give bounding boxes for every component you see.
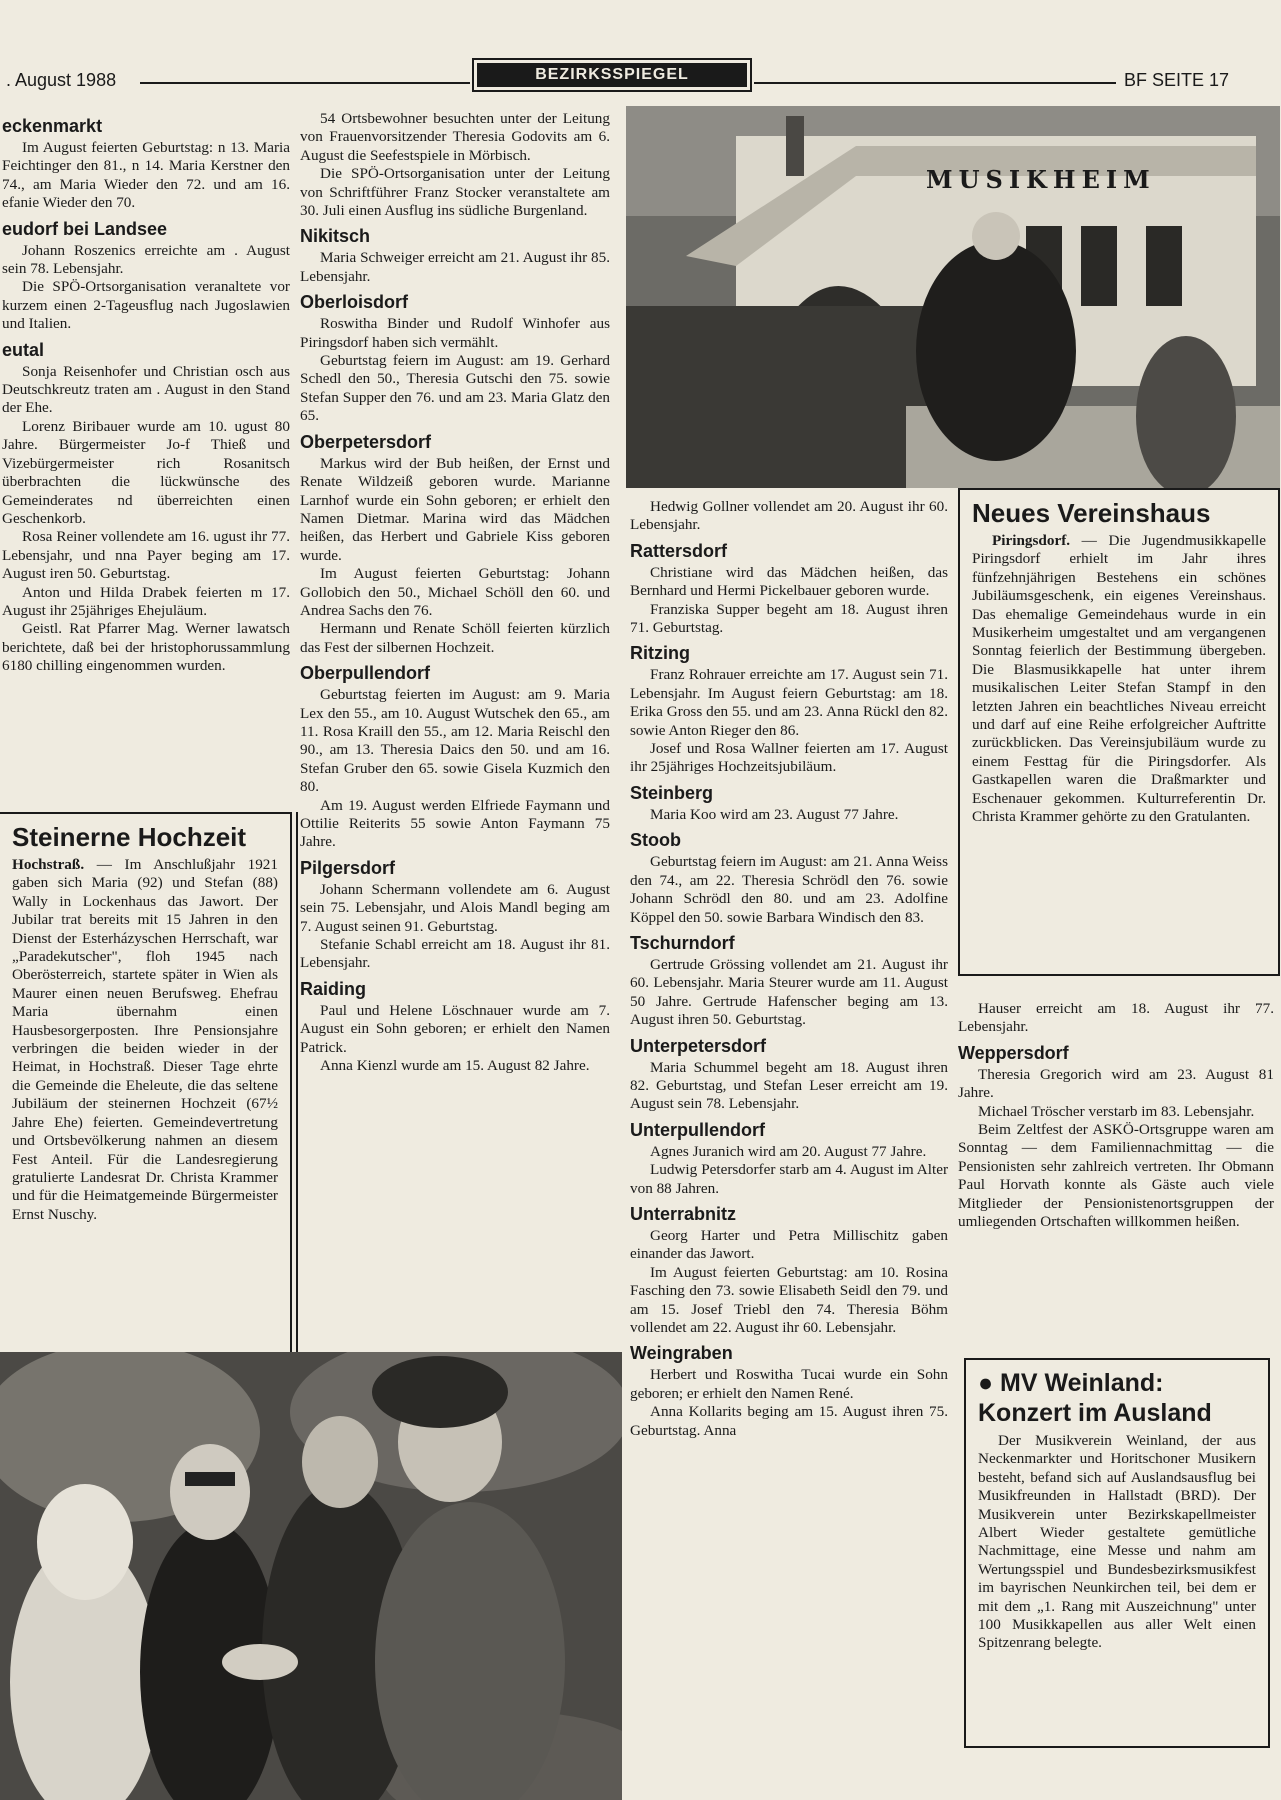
place-heading: Rattersdorf — [630, 540, 728, 561]
place-heading: Steinberg — [630, 782, 714, 803]
photo-musikheim — [626, 106, 1280, 488]
news-paragraph: Christiane wird das Mädchen heißen, das Bernhard und Hermi Pickelbauer geboren wurde. — [630, 563, 948, 600]
article-neues-vereinshaus — [958, 488, 1280, 976]
news-paragraph: Franz Rohrauer erreichte am 17. August sein 71. Lebensjahr. Im August feiern Geburtstag: am 18. Erika Gross den 55. und am 23. Anna Rückl den 82. sowie Anton Rieger den 86. — [630, 666, 948, 739]
page-number: BF SEITE 17 — [1124, 70, 1230, 90]
news-paragraph: Im August feierten Geburtstag: Johann Gollobich den 50., Michael Schöll den 60. und Andrea Sachs den 76. — [300, 565, 610, 619]
news-paragraph: Gertrude Grössing vollendet am 21. August ihr 60. Lebensjahr. Maria Steurer wurde am 11. August 50 Jahre. Gertrude Hafenscher beging am 13. August ihren 50. Geburtstag. — [630, 955, 948, 1029]
header-rule-right — [754, 82, 1116, 84]
news-paragraph: Rosa Reiner vollendete am 16. ugust ihr 77. Lebensjahr, und nna Payer beging am 17. August iren 50. Geburtstag. — [2, 528, 290, 583]
place-heading: eutal — [2, 339, 45, 360]
place-heading: Weingraben — [630, 1343, 733, 1364]
article-text: — Im Anschlußjahr 1921 gaben sich Maria (92) und Stefan (88) Wally in Lockenhaus das Jawort. Der Jubilar trat bereits mit 15 Jahren in den Dienst der Esterházyschen Herrschaft, war „Paradekutscher", floh 1945 nach Oberösterreich, startete später in Wien als Maurer einen neuen Berufsweg. Ehefrau Maria übernahm einen Hausbesorgerposten. Ihre Pensionsjahre verbringen die beiden wieder in der Heimat, in Hochstraß. Dieser Tage ehrte die Gemeinde die Eheleute, die das seltene Jubiläum der steinernen Hochzeit (67½ Jahre Ehe) feierten. Gemeindevertretung und Ortsbevölkerung nahmen an diesem Fest Anteil. Für die Landesregierung gratulierte Landesrat Dr. Christa Krammer und für die Heimatgemeinde Bürgermeister Ernst Nuschy. — [12, 856, 278, 1223]
place-heading: Raiding — [300, 978, 366, 999]
news-paragraph: Roswitha Binder und Rudolf Winhofer aus Piringsdorf haben sich vermählt. — [300, 315, 610, 351]
article-text: Der Musikverein Weinland, der aus Neckenmarkter und Horitschoner Musikern besteht, befand sich auf Auslandsausflug bei Musikfreunden in Hallstadt (BRD). Der Musikverein unter Bezirkskapellmeister Albert Wieder gestaltete gemütliche Nachmittage, eine Messe und nahm am Wertungsspiel und Bundesbezirksmusikfest im bayrischen Neunkirchen teil, bei dem er mit dem „1. Rang mit Auszeichnung" unter 100 Musikkapellen aus aller Welt einen Spitzenrang belegte. — [978, 1432, 1256, 1652]
news-paragraph: Die SPÖ-Ortsorganisation unter der Leitung von Schriftführer Franz Stocker veranstaltete am 30. Juli einen Ausflug ins südliche Burgenland. — [300, 165, 610, 220]
place-heading: Ritzing — [630, 643, 690, 664]
photo-steinerne-hochzeit — [0, 1352, 622, 1800]
place-heading: Oberloisdorf — [300, 292, 409, 313]
place-heading: Unterpullendorf — [630, 1119, 765, 1140]
news-paragraph: Beim Zeltfest der ASKÖ-Ortsgruppe waren am Sonntag — dem Familiennachmittag — die Pensionisten sehr zahlreich vertreten. Ihr Obmann Paul Horvath konnte als Gäste auch viele Mitglieder der Pensionistenortsgruppen der umliegenden Ortschaften willkommen heißen. — [958, 1121, 1274, 1231]
place-heading: Oberpetersdorf — [300, 431, 432, 452]
news-paragraph: Ludwig Petersdorfer starb am 4. August im Alter von 88 Jahren. — [630, 1161, 948, 1197]
article-mv-weinland — [964, 1358, 1270, 1748]
news-paragraph: Im August feierten Geburtstag: am 10. Rosina Fasching den 73. sowie Elisabeth Seidl den 79. und am 15. Josef Triebl den 74. Theresia Böhm vollendet am 22. August ihr 60. Lebensjahr. — [630, 1263, 948, 1336]
column-1 — [2, 110, 290, 800]
news-paragraph: Die SPÖ-Ortsorganisation veranaltete vor kurzem einen 2-Tageusflug nach Jugoslawien und Italien. — [2, 278, 290, 333]
news-paragraph: Maria Schummel begeht am 18. August ihren 82. Geburtstag, und Stefan Leser erreicht am 19. August sein 78. Lebensjahr. — [630, 1058, 948, 1113]
column-4 — [958, 1000, 1274, 1345]
place-heading: Unterrabnitz — [630, 1203, 737, 1224]
place-heading: Tschurndorf — [630, 932, 735, 953]
article-title-line-2: Konzert im Ausland — [978, 1399, 1212, 1427]
news-paragraph: Markus wird der Bub heißen, der Ernst und Renate Wildzeiß geboren wurde. Marianne Larnhof wurde ein Sohn geboren; er erhielt den Namen Dietmar. Marina wird das Mädchen heißen, das Herbert und Gabriele Kiss geboren wurde. — [300, 454, 610, 564]
article-place: Piringsdorf. — [992, 532, 1071, 549]
news-paragraph: Stefanie Schabl erreicht am 18. August ihr 81. Lebensjahr. — [300, 936, 610, 972]
article-title-line-1: ● MV Weinland: — [978, 1369, 1164, 1397]
news-paragraph: Anna Kollarits beging am 15. August ihren 75. Geburtstag. Anna — [630, 1403, 948, 1439]
musikheim-sign: MUSIKHEIM — [926, 165, 1156, 194]
news-paragraph: Anna Kienzl wurde am 15. August 82 Jahre. — [320, 1057, 590, 1075]
place-heading: Stoob — [630, 830, 681, 851]
article-place: Hochstraß. — [12, 856, 85, 873]
column-divider — [296, 812, 298, 1352]
article-text: — Die Jugendmusikkapelle Piringsdorf erhielt im Jahr ihres fünfzehnjährigen Bestehens ein schönes Jubiläumsgeschenk, ein eigenes Vereinshaus. Das ehemalige Gemeindehaus wurde in ein Musikerheim umgestaltet und am vergangenen Sonntag feierlich der Bestimmung übergeben. Die Blasmusikkapelle hat unter ihrem musikalischen Leiter Stefan Stampf in den letzten Jahren ein beachtliches Niveau erreicht und darf auf eine Reihe erfolgreicher Auftritte zurückblicken. Das Vereinsjubiläum wurde zu einem Festtag für die Piringsdorfer. Als Gastkapellen waren die Draßmarkter und Eschenauer gekommen. Kulturreferentin Dr. Christa Krammer gehörte zu den Gratulanten. — [972, 532, 1266, 826]
article-title: Steinerne Hochzeit — [12, 822, 247, 852]
news-paragraph: Geburtstag feiern im August: am 21. Anna Weiss den 74., am 22. Theresia Schrödl den 76. sowie Johann Schrödl den 80. und am 23. Adolfine Köppel den 50. sowie Barbara Windisch den 83. — [630, 853, 948, 926]
news-paragraph: Geistl. Rat Pfarrer Mag. Werner lawatsch berichtete, daß bei der hristophorussammlung 6180 chilling eingenommen wurden. — [2, 620, 290, 675]
news-paragraph: Hedwig Gollner vollendet am 20. August ihr 60. Lebensjahr. — [630, 498, 948, 534]
news-paragraph: Georg Harter und Petra Millischitz gaben einander das Jawort. — [630, 1226, 948, 1263]
news-paragraph: Anton und Hilda Drabek feierten m 17. August ihr 25jähriges Ehejuläum. — [2, 583, 290, 619]
news-paragraph: Maria Schweiger erreicht am 21. August ihr 85. Lebensjahr. — [300, 249, 610, 285]
news-paragraph: Maria Koo wird am 23. August 77 Jahre. — [650, 805, 899, 823]
news-paragraph: Sonja Reisenhofer und Christian osch aus Deutschkreutz traten am . August in den Stand der Ehe. — [2, 362, 290, 417]
article-steinerne-hochzeit — [0, 812, 292, 1354]
place-heading: eckenmarkt — [2, 116, 103, 136]
news-paragraph: Geburtstag feierten im August: am 9. Maria Lex den 55., am 10. August Wutschek den 65., am 11. Rosa Kraill den 55., am 12. Maria Reischl den 90., am 13. Theresia Daics den 50. und am 16. Stefan Gruber den 65. sowie Gisela Kuzmich den 80. — [300, 686, 610, 796]
section-masthead — [472, 58, 752, 92]
news-paragraph: Josef und Rosa Wallner feierten am 17. August ihr 25jähriges Hochzeitsjubiläum. — [630, 740, 948, 776]
news-paragraph: Franziska Supper begeht am 18. August ihren 71. Geburtstag. — [630, 600, 948, 637]
place-heading: eudorf bei Landsee — [2, 218, 168, 239]
news-paragraph: 54 Ortsbewohner besuchten unter der Leitung von Frauenvorsitzender Theresia Godovits am 6. August die Seefestspiele in Mörbisch. — [300, 110, 610, 164]
news-paragraph: Johann Roszenics erreichte am . August sein 78. Lebensjahr. — [2, 241, 290, 278]
column-3 — [630, 498, 948, 1778]
news-paragraph: Johann Schermann vollendete am 6. August sein 75. Lebensjahr, und Alois Mandl beging am 7. August seinen 91. Geburtstag. — [300, 880, 610, 935]
photo-musikheim-image — [626, 106, 1280, 488]
news-paragraph: Geburtstag feiern im August: am 19. Gerhard Schedl den 50., Theresia Gutschi den 75. sowie Stefan Supper den 76. und am 23. Maria Glatz den 65. — [300, 352, 610, 425]
news-paragraph: Agnes Juranich wird am 20. August 77 Jahre. — [650, 1142, 927, 1160]
news-paragraph: Lorenz Biribauer wurde am 10. ugust 80 Jahre. Bürgermeister Jo-f Thieß und Vizebürgermeister rich Rosanitsch überbrachten die lückwünsche des Gemeinderates nd überreichten einen Geschenkorb. — [2, 417, 290, 527]
section-title: BEZIRKSSPIEGEL — [477, 63, 747, 87]
news-paragraph: Hauser erreicht am 18. August ihr 77. Lebensjahr. — [958, 1000, 1274, 1036]
header-rule-left — [140, 82, 470, 84]
news-paragraph: Herbert und Roswitha Tucai wurde ein Sohn geboren; er erhielt den Namen René. — [630, 1366, 948, 1402]
place-heading: Nikitsch — [300, 226, 371, 247]
place-heading: Unterpetersdorf — [630, 1035, 767, 1056]
place-heading: Oberpullendorf — [300, 663, 430, 684]
issue-date: . August 1988 — [6, 70, 117, 90]
place-heading: Weppersdorf — [958, 1042, 1069, 1063]
column-2 — [300, 110, 610, 1350]
photo-steinerne-hochzeit-image — [0, 1352, 622, 1800]
news-paragraph: Am 19. August werden Elfriede Faymann und Ottilie Reiterits 55 sowie Anton Faymann 75 Jahre. — [300, 796, 610, 851]
place-heading: Pilgersdorf — [300, 857, 396, 878]
news-paragraph: Michael Tröscher verstarb im 83. Lebensjahr. — [978, 1102, 1255, 1120]
news-paragraph: Theresia Gregorich wird am 23. August 81 Jahre. — [958, 1065, 1274, 1102]
article-title: Neues Vereinshaus — [972, 498, 1211, 528]
news-paragraph: Hermann und Renate Schöll feierten kürzlich das Fest der silbernen Hochzeit. — [300, 620, 610, 656]
news-paragraph: Im August feierten Geburtstag: n 13. Maria Feichtinger den 81., n 14. Maria Kerstner den 74., am Maria Wieder den 72. und am 16. efanie Wieder den 70. — [2, 139, 290, 212]
news-paragraph: Paul und Helene Löschnauer wurde am 7. August ein Sohn geboren; er erhielt den Namen Patrick. — [300, 1001, 610, 1056]
